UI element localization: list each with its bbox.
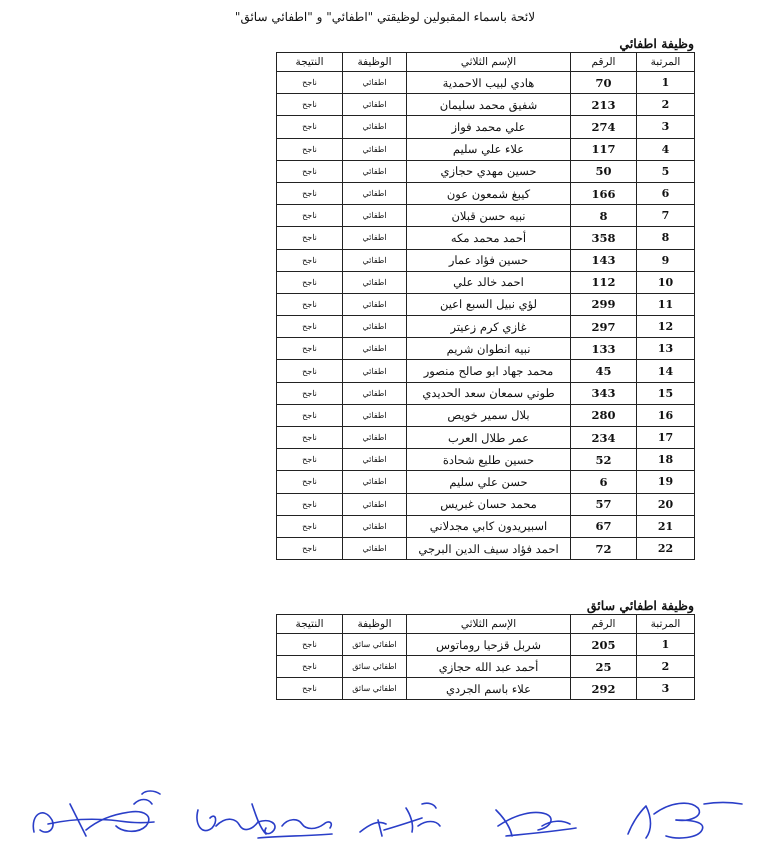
cell-number: 45 — [571, 360, 637, 382]
cell-name: هادي لبيب الاحمدية — [407, 72, 571, 94]
cell-result: ناجح — [277, 227, 343, 249]
cell-job: اطفائي — [343, 72, 407, 94]
cell-result: ناجح — [277, 205, 343, 227]
cell-result: ناجح — [277, 338, 343, 360]
header-rank: المرتبة — [637, 615, 695, 634]
header-result: النتيجة — [277, 615, 343, 634]
cell-result: ناجح — [277, 382, 343, 404]
cell-number: 213 — [571, 94, 637, 116]
cell-number: 133 — [571, 338, 637, 360]
cell-job: اطفائي — [343, 427, 407, 449]
cell-result: ناجح — [277, 138, 343, 160]
cell-number: 70 — [571, 72, 637, 94]
table-row — [277, 360, 695, 382]
cell-rank: 18 — [637, 449, 695, 471]
cell-job: اطفائي — [343, 360, 407, 382]
cell-result: ناجح — [277, 449, 343, 471]
cell-result: ناجح — [277, 515, 343, 537]
cell-number: 143 — [571, 249, 637, 271]
cell-name: اسبيريدون كابي مجدلاني — [407, 515, 571, 537]
cell-result: ناجح — [277, 493, 343, 515]
cell-name: بلال سمير خويص — [407, 404, 571, 426]
cell-job: اطفائي — [343, 138, 407, 160]
table-row — [277, 138, 695, 160]
cell-result: ناجح — [277, 537, 343, 559]
cell-rank: 4 — [637, 138, 695, 160]
cell-name: شفيق محمد سليمان — [407, 94, 571, 116]
cell-rank: 1 — [637, 72, 695, 94]
table-row — [277, 449, 695, 471]
cell-result: ناجح — [277, 293, 343, 315]
cell-job: اطفائي سائق — [343, 656, 407, 678]
cell-name: حسين فؤاد عمار — [407, 249, 571, 271]
cell-name: احمد خالد علي — [407, 271, 571, 293]
cell-name: علي محمد فواز — [407, 116, 571, 138]
table-row — [277, 634, 695, 656]
cell-result: ناجح — [277, 404, 343, 426]
cell-rank: 2 — [637, 656, 695, 678]
cell-rank: 20 — [637, 493, 695, 515]
cell-name: حسين مهدي حجازي — [407, 160, 571, 182]
cell-result: ناجح — [277, 360, 343, 382]
table-row — [277, 338, 695, 360]
cell-result: ناجح — [277, 182, 343, 204]
cell-number: 234 — [571, 427, 637, 449]
cell-rank: 11 — [637, 293, 695, 315]
cell-rank: 15 — [637, 382, 695, 404]
table-row — [277, 404, 695, 426]
cell-job: اطفائي — [343, 182, 407, 204]
cell-number: 112 — [571, 271, 637, 293]
cell-job: اطفائي — [343, 116, 407, 138]
signature-4 — [496, 810, 576, 836]
cell-name: أحمد محمد مكه — [407, 227, 571, 249]
cell-result: ناجح — [277, 160, 343, 182]
table-row — [277, 656, 695, 678]
cell-name: نبيه انطوان شريم — [407, 338, 571, 360]
cell-name: نبيه حسن قبلان — [407, 205, 571, 227]
cell-name: طوني سمعان سعد الحديدي — [407, 382, 571, 404]
cell-result: ناجح — [277, 94, 343, 116]
cell-rank: 6 — [637, 182, 695, 204]
cell-name: محمد جهاد ابو صالح منصور — [407, 360, 571, 382]
cell-result: ناجح — [277, 427, 343, 449]
table-row — [277, 271, 695, 293]
cell-rank: 9 — [637, 249, 695, 271]
cell-job: اطفائي سائق — [343, 634, 407, 656]
cell-number: 358 — [571, 227, 637, 249]
firefighter-table — [276, 52, 695, 560]
table-row — [277, 116, 695, 138]
cell-result: ناجح — [277, 316, 343, 338]
cell-number: 205 — [571, 634, 637, 656]
cell-result: ناجح — [277, 116, 343, 138]
cell-rank: 22 — [637, 537, 695, 559]
table-row — [277, 678, 695, 700]
cell-job: اطفائي سائق — [343, 678, 407, 700]
cell-number: 8 — [571, 205, 637, 227]
cell-name: علاء باسم الجردي — [407, 678, 571, 700]
cell-number: 274 — [571, 116, 637, 138]
cell-number: 50 — [571, 160, 637, 182]
cell-job: اطفائي — [343, 227, 407, 249]
signature-5 — [628, 803, 742, 839]
cell-name: غازي كرم زعيتر — [407, 316, 571, 338]
table-row — [277, 249, 695, 271]
table-row — [277, 515, 695, 537]
cell-job: اطفائي — [343, 249, 407, 271]
cell-number: 292 — [571, 678, 637, 700]
cell-number: 67 — [571, 515, 637, 537]
cell-result: ناجح — [277, 634, 343, 656]
document-title: لائحة باسماء المقبولين لوظيقتي "اطفائي" و "اطفائي سائق" — [234, 10, 536, 24]
cell-number: 166 — [571, 182, 637, 204]
cell-job: اطفائي — [343, 94, 407, 116]
header-job: الوظيفة — [343, 53, 407, 72]
cell-job: اطفائي — [343, 160, 407, 182]
header-rank: المرتبة — [637, 53, 695, 72]
cell-job: اطفائي — [343, 205, 407, 227]
cell-job: اطفائي — [343, 382, 407, 404]
table-row — [277, 537, 695, 559]
table-row — [277, 493, 695, 515]
cell-rank: 3 — [637, 678, 695, 700]
cell-job: اطفائي — [343, 449, 407, 471]
header-name: الإسم الثلاثي — [407, 53, 571, 72]
cell-number: 299 — [571, 293, 637, 315]
cell-name: محمد حسان غبريس — [407, 493, 571, 515]
cell-number: 297 — [571, 316, 637, 338]
cell-rank: 5 — [637, 160, 695, 182]
cell-rank: 3 — [637, 116, 695, 138]
cell-job: اطفائي — [343, 293, 407, 315]
cell-rank: 14 — [637, 360, 695, 382]
cell-rank: 7 — [637, 205, 695, 227]
cell-result: ناجح — [277, 249, 343, 271]
table-row — [277, 160, 695, 182]
cell-job: اطفائي — [343, 271, 407, 293]
cell-number: 52 — [571, 449, 637, 471]
signature-1 — [33, 791, 160, 836]
cell-name: احمد فؤاد سيف الدين البرجي — [407, 537, 571, 559]
header-result: النتيجة — [277, 53, 343, 72]
cell-rank: 17 — [637, 427, 695, 449]
cell-name: علاء علي سليم — [407, 138, 571, 160]
table-row — [277, 182, 695, 204]
table-row — [277, 205, 695, 227]
cell-rank: 21 — [637, 515, 695, 537]
cell-name: عمر طلال العرب — [407, 427, 571, 449]
cell-name: لؤي نبيل السبع اعين — [407, 293, 571, 315]
cell-name: حسين طليع شحادة — [407, 449, 571, 471]
cell-job: اطفائي — [343, 471, 407, 493]
cell-number: 25 — [571, 656, 637, 678]
signatures-area — [26, 774, 746, 854]
cell-rank: 8 — [637, 227, 695, 249]
cell-name: حسن علي سليم — [407, 471, 571, 493]
cell-rank: 1 — [637, 634, 695, 656]
cell-name: أحمد عبد الله حجازي — [407, 656, 571, 678]
firefighter-driver-table — [276, 614, 695, 700]
cell-result: ناجح — [277, 678, 343, 700]
cell-number: 280 — [571, 404, 637, 426]
header-name: الإسم الثلاثي — [407, 615, 571, 634]
table-row — [277, 72, 695, 94]
table-header-row — [277, 615, 695, 634]
signature-3 — [360, 803, 440, 836]
table-row — [277, 471, 695, 493]
cell-number: 72 — [571, 537, 637, 559]
cell-rank: 10 — [637, 271, 695, 293]
cell-job: اطفائي — [343, 515, 407, 537]
header-job: الوظيفة — [343, 615, 407, 634]
header-number: الرقم — [571, 53, 637, 72]
table-row — [277, 94, 695, 116]
table-row — [277, 382, 695, 404]
table-header-row — [277, 53, 695, 72]
cell-result: ناجح — [277, 72, 343, 94]
table-row — [277, 316, 695, 338]
cell-rank: 16 — [637, 404, 695, 426]
cell-job: اطفائي — [343, 316, 407, 338]
cell-job: اطفائي — [343, 338, 407, 360]
header-number: الرقم — [571, 615, 637, 634]
cell-name: كيبغ شمعون عون — [407, 182, 571, 204]
cell-result: ناجح — [277, 471, 343, 493]
section-title-firefighter-driver: وظيفة اطفائي سائق — [586, 598, 694, 613]
cell-job: اطفائي — [343, 404, 407, 426]
cell-name: شربل قزحيا روماتوس — [407, 634, 571, 656]
cell-job: اطفائي — [343, 493, 407, 515]
cell-result: ناجح — [277, 271, 343, 293]
cell-result: ناجح — [277, 656, 343, 678]
cell-number: 6 — [571, 471, 637, 493]
cell-rank: 19 — [637, 471, 695, 493]
cell-rank: 13 — [637, 338, 695, 360]
cell-rank: 2 — [637, 94, 695, 116]
cell-number: 343 — [571, 382, 637, 404]
cell-number: 57 — [571, 493, 637, 515]
table-row — [277, 293, 695, 315]
cell-number: 117 — [571, 138, 637, 160]
table-row — [277, 227, 695, 249]
signature-2 — [197, 804, 332, 838]
cell-job: اطفائي — [343, 537, 407, 559]
section-title-firefighter: وظيفة اطفائي — [619, 36, 694, 51]
cell-rank: 12 — [637, 316, 695, 338]
table-row — [277, 427, 695, 449]
